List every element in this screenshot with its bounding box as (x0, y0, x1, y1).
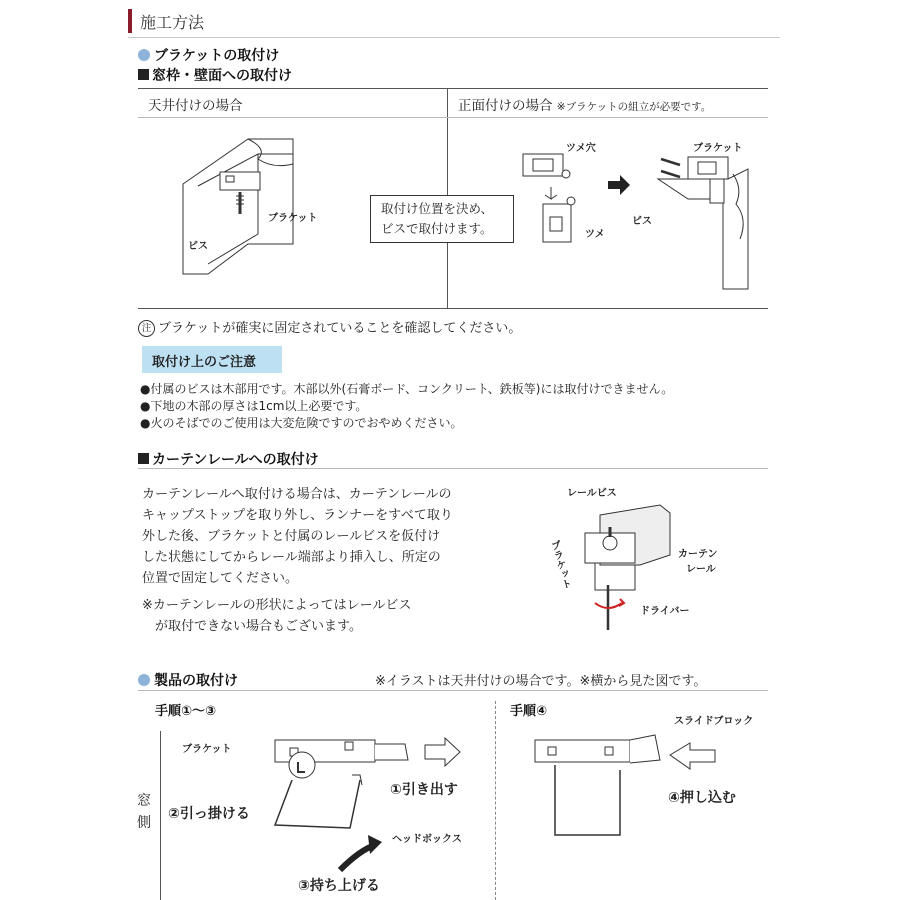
section-header (128, 6, 780, 38)
confirm-note: 注 ブラケットが確実に固定されていることを確認してください。 (138, 317, 521, 337)
window-side-label: 窓 側 (137, 793, 151, 831)
screw-label: ビス (188, 241, 208, 252)
step-3-label: ③持ち上げる (298, 878, 380, 894)
caution-item: ●火のそばでのご使用は大変危険ですのでおやめください。 (140, 416, 463, 430)
section-title-bracket: ブラケットの取付け (138, 45, 279, 65)
rail-screw-label: レールビス (567, 488, 617, 499)
curtain-rail-label-1: カーテン (678, 549, 718, 560)
ceiling-mount-header: 天井付けの場合 (148, 98, 243, 114)
screw-label-right: ビス (632, 216, 652, 227)
bracket-label: ブラケット (268, 213, 318, 224)
step-2-label: ②引っ掛ける (168, 806, 250, 822)
step-1-label: ①引き出す (390, 782, 458, 798)
caution-item: ●下地の木部の厚さは1cm以上必要です。 (140, 399, 368, 413)
steps-1-3-title: 手順①～③ (155, 704, 217, 719)
tsume-label: ツメ (585, 229, 605, 240)
driver-label: ドライバー (640, 606, 690, 617)
step-4-illustration (520, 725, 770, 845)
bracket-label-step: ブラケット (182, 744, 232, 755)
step-4-label: ④押し込む (668, 790, 736, 806)
section-title-curtain-rail: カーテンレールへの取付け (138, 449, 319, 469)
illustration-note: ※イラストは天井付けの場合です。※横から見た図です。 (375, 674, 707, 689)
bullet-icon (138, 49, 150, 61)
curtain-rail-label-2: レール (686, 564, 716, 575)
square-bullet-icon (138, 453, 149, 464)
note-mark: 注 (138, 320, 155, 337)
slide-block-label: スライドブロック (674, 716, 754, 727)
square-bullet-icon (138, 69, 149, 80)
bracket-label-right: ブラケット (693, 143, 743, 154)
header-accent-bar (128, 9, 132, 33)
section-title-product: 製品の取付け (138, 670, 238, 690)
step-4-title: 手順④ (510, 704, 548, 719)
bullet-icon (138, 674, 150, 686)
caution-list (140, 381, 673, 432)
caution-item: ●付属のビスは木部用です。木部以外(石膏ボード、コンクリート、鉄板等)には取付けできません。 (140, 382, 674, 396)
tsume-hole-label: ツメ穴 (566, 143, 596, 154)
center-note-box: 取付け位置を決め、 ビスで取付けます。 (370, 195, 514, 243)
curtain-rail-instructions: カーテンレールへ取付ける場合は、カーテンレールの キャップストップを取り外し、ランナーをすべて取り 外した後、ブラケットと付属のレールビスを仮付け した状態にしてからレール端部より挿入し、所定の 位置で固定してください。 ※カーテンレールの形状によってはレールビス が取付できない場合もございます。 (142, 487, 453, 634)
front-mount-header: 正面付けの場合 ※ブラケットの組立が必要です。 (458, 98, 712, 114)
bracket-label-rail: ブラケット (547, 539, 572, 591)
head-box-label: ヘッドボックス (392, 834, 462, 845)
caution-title: 取付け上のご注意 (142, 346, 282, 373)
mounting-table (138, 88, 768, 309)
subsection-title-window-frame: 窓枠・壁面への取付け (138, 65, 292, 85)
page-title: 施工方法 (140, 13, 205, 32)
